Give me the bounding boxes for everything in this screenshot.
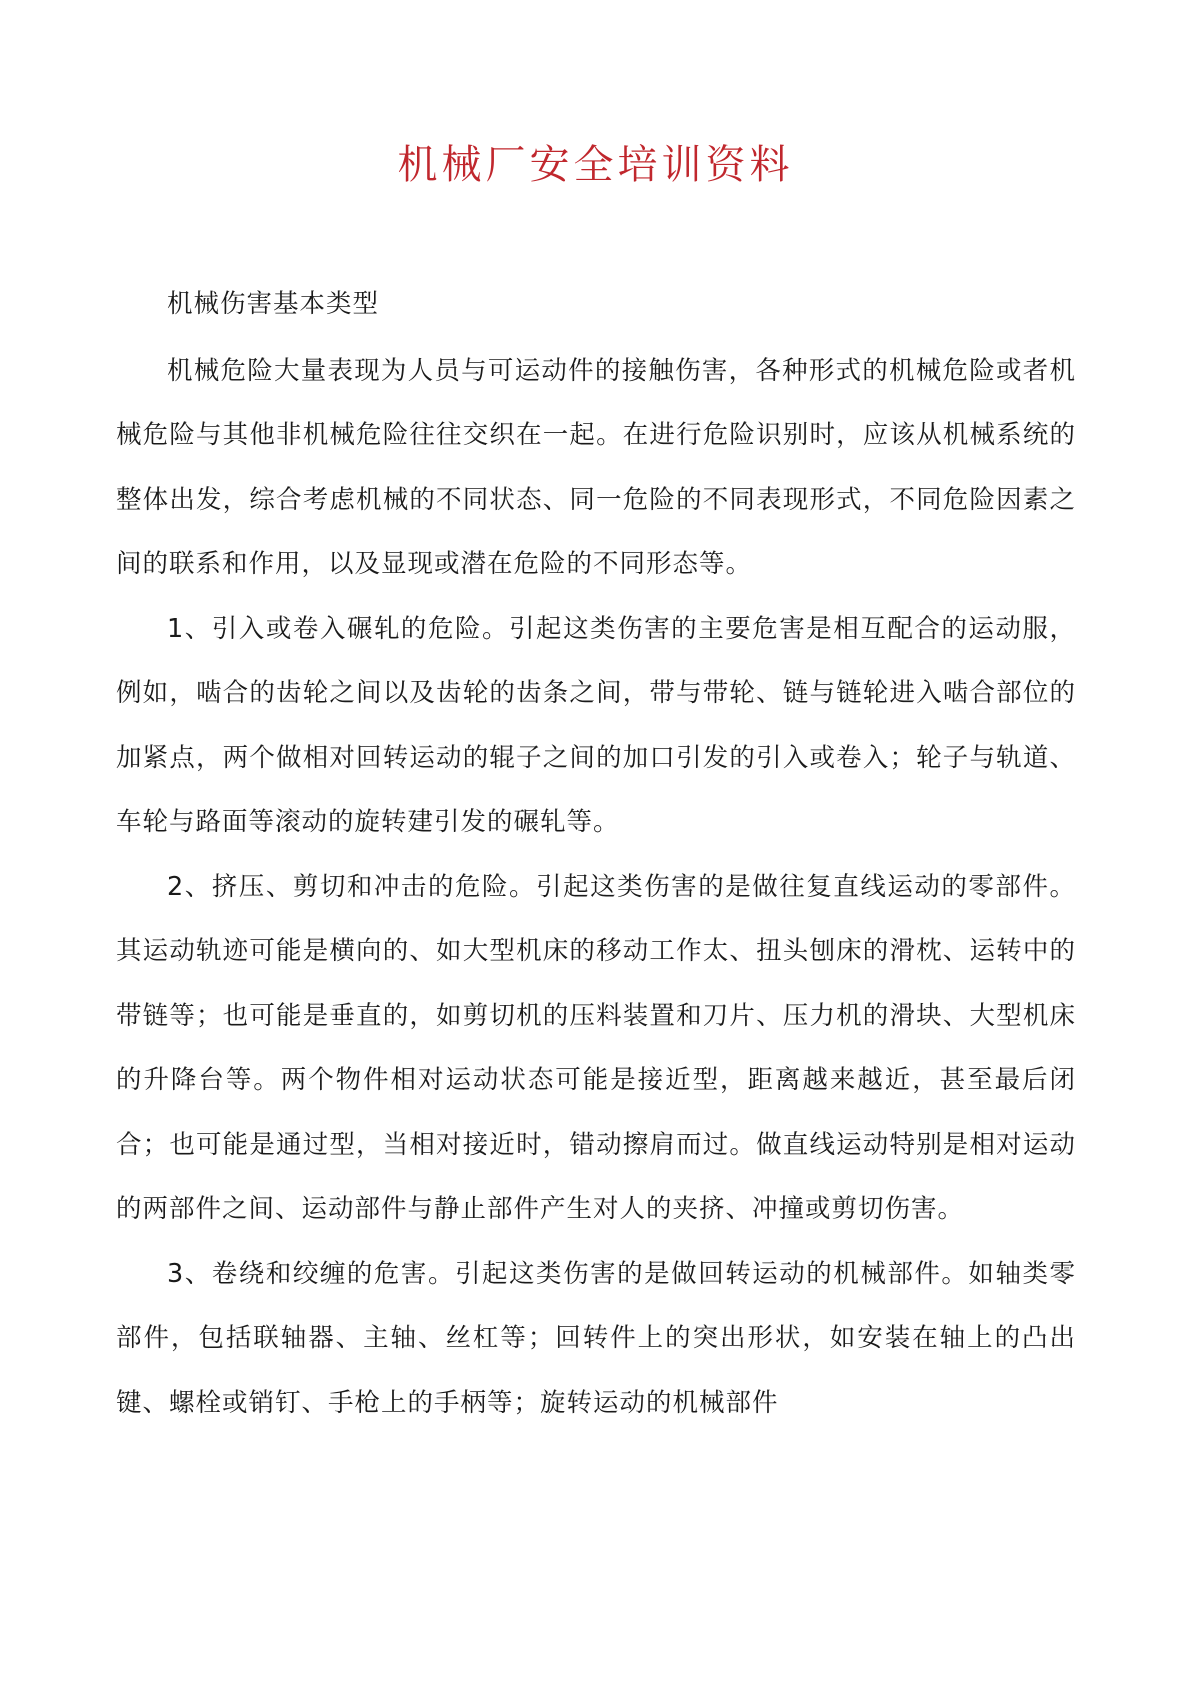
document-body xyxy=(116,272,1076,1435)
paragraph-item-2: 2、挤压、剪切和冲击的危险。引起这类伤害的是做往复直线运动的零部件。其运动轨迹可能是横向的、如大型机床的移动工作太、扭头刨床的滑枕、运转中的带链等；也可能是垂直的，如剪切机的压料装置和刀片、压力机的滑块、大型机床的升降台等。两个物件相对运动状态可能是接近型，距离越来越近，甚至最后闭合；也可能是通过型，当相对接近时，错动擦肩而过。做直线运动特别是相对运动的两部件之间、运动部件与静止部件产生对人的夹挤、冲撞或剪切伤害。 xyxy=(116,871,1076,1224)
paragraph-item-1: 1、引入或卷入碾轧的危险。引起这类伤害的主要危害是相互配合的运动服，例如，啮合的齿轮之间以及齿轮的齿条之间，带与带轮、链与链轮进入啮合部位的加紧点，两个做相对回转运动的辊子之间的加口引发的引入或卷入；轮子与轨道、车轮与路面等滚动的旋转建引发的碾轧等。 xyxy=(116,613,1076,837)
paragraph-intro: 机械危险大量表现为人员与可运动件的接触伤害，各种形式的机械危险或者机械危险与其他非机械危险往往交织在一起。在进行危险识别时，应该从机械系统的整体出发，综合考虑机械的不同状态、同一危险的不同表现形式，不同危险因素之间的联系和作用，以及显现或潜在危险的不同形态等。 xyxy=(116,355,1076,579)
section-heading: 机械伤害基本类型 xyxy=(167,289,380,319)
paragraph-item-3: 3、卷绕和绞缠的危害。引起这类伤害的是做回转运动的机械部件。如轴类零部件，包括联轴器、主轴、丝杠等；回转件上的突出形状，如安装在轴上的凸出键、螺栓或销钉、手枪上的手柄等；旋转运动的机械部件 xyxy=(116,1258,1076,1418)
document-title: 机械厂安全培训资料 xyxy=(397,142,794,188)
